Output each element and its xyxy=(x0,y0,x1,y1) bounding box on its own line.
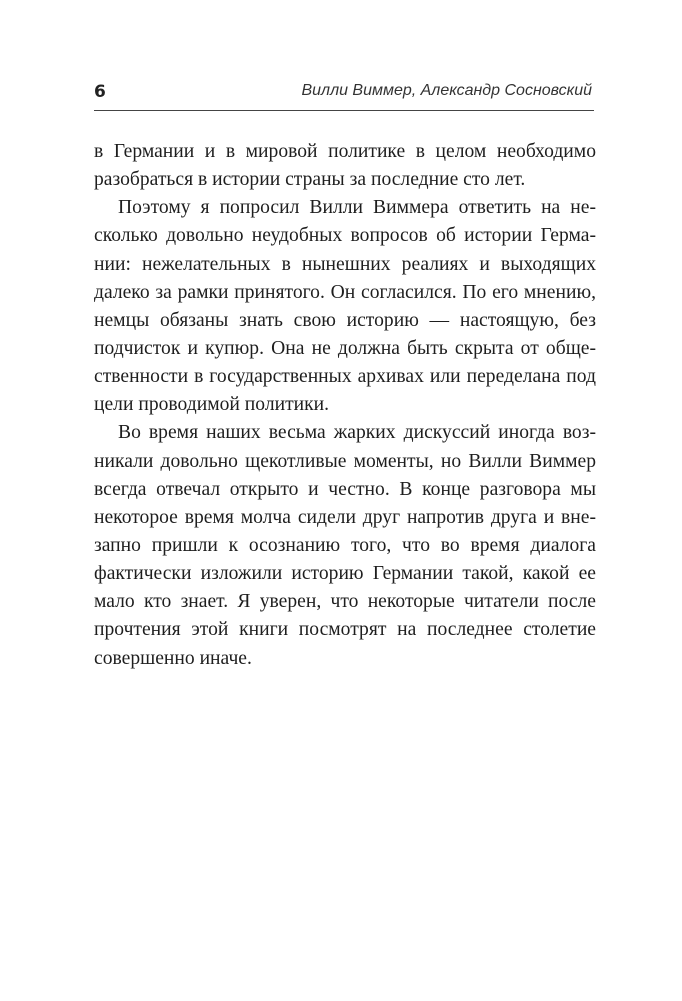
text-line: всегда отвечал открыто и честно. В конце разговора мы xyxy=(94,478,596,500)
text-line: цели проводимой политики. xyxy=(94,394,330,416)
text-line: мало кто знает. Я уверен, что некоторые читатели после xyxy=(94,591,596,613)
text-line: подчисток и купюр. Она не должна быть скрыта от обще- xyxy=(94,337,596,359)
text-line: прочтения этой книги посмотрят на последнее столетие xyxy=(94,619,596,641)
body-text xyxy=(94,138,596,673)
text-line: Поэтому я попросил Вилли Виммера ответить на не- xyxy=(118,197,596,219)
page-number: 6 xyxy=(94,82,106,102)
text-line: сколько довольно неудобных вопросов об истории Герма- xyxy=(94,225,596,247)
text-line: немцы обязаны знать свою историю — настоящую, без xyxy=(94,309,596,331)
text-line: в Германии и в мировой политике в целом необходимо xyxy=(94,141,596,162)
text-line: фактически изложили историю Германии такой, какой ее xyxy=(94,563,596,585)
text-line: Во время наших весьма жарких дискуссий иногда воз- xyxy=(118,422,596,444)
text-line: никали довольно щекотливые моменты, но Вилли Виммер xyxy=(94,450,596,472)
text-line: запно пришли к осознанию того, что во время диалога xyxy=(94,534,596,556)
text-line: нии: нежелательных в нынешних реалиях и выходящих xyxy=(94,253,596,275)
text-line: некоторое время молча сидели друг напротив друга и вне- xyxy=(94,506,596,528)
running-header xyxy=(94,78,594,108)
text-line: совершенно иначе. xyxy=(94,647,252,669)
header-rule xyxy=(94,110,594,111)
text-line: ственности в государственных архивах или переделана под xyxy=(94,366,596,388)
text-line: далеко за рамки принятого. Он согласился. По его мнению, xyxy=(94,281,596,303)
text-line: разобраться в истории страны за последние сто лет. xyxy=(94,169,526,191)
running-header-title: Вилли Виммер, Александр Сосновский xyxy=(301,82,592,99)
